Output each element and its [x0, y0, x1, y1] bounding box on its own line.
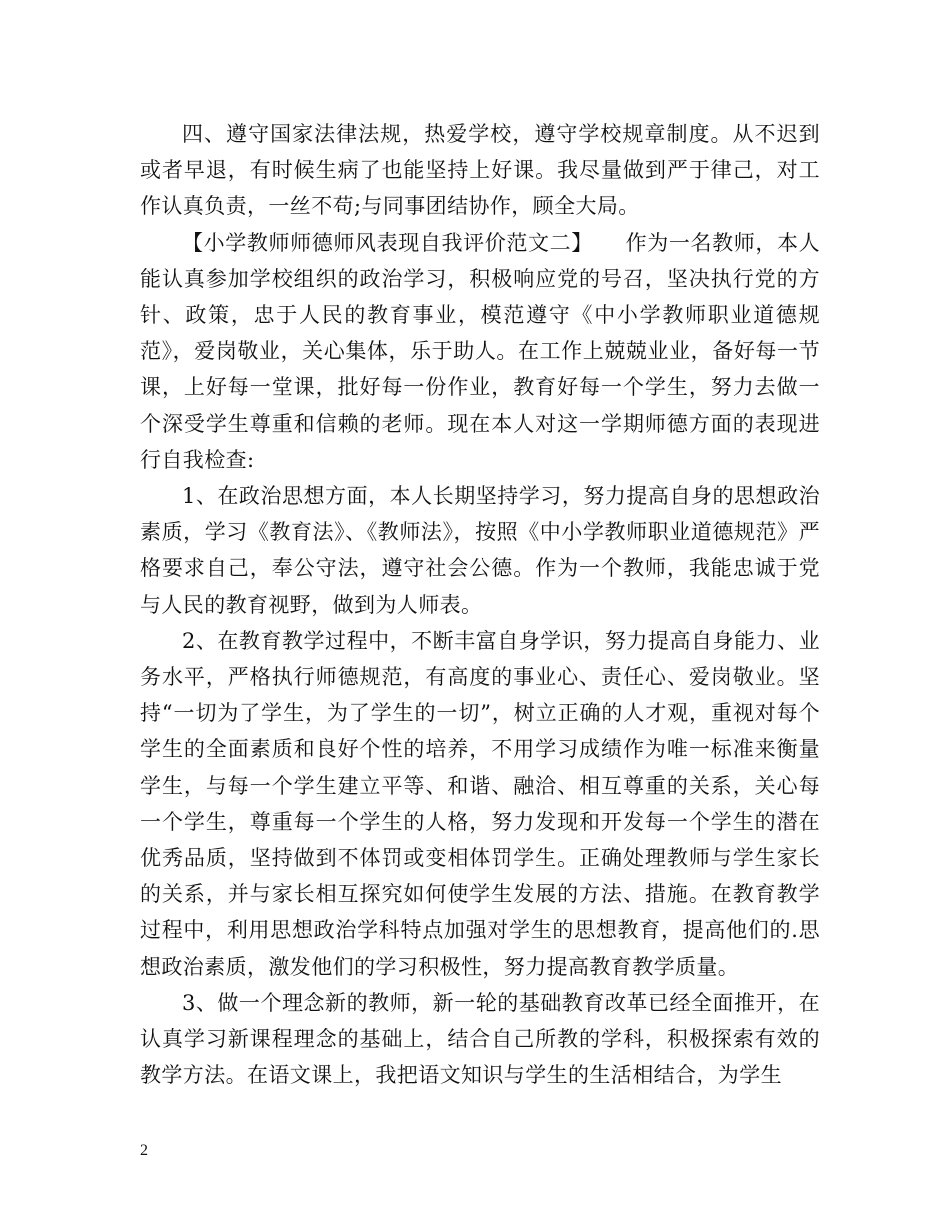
heading-gap	[582, 231, 625, 255]
paragraph-section-two-intro	[140, 225, 820, 478]
document-body	[140, 116, 820, 1093]
paragraph-point-two: 2、在教育教学过程中，不断丰富自身学识，努力提高自身能力、业务水平，严格执行师德规范，有高度的事业心、责任心、爱岗敬业。坚持“一切为了学生，为了学生的一切”，树立正确的人才观，重视对每个学生的全面素质和良好个性的培养，不用学习成绩作为唯一标准来衡量学生，与每一个学生建立平等、和谐、融洽、相互尊重的关系，关心每一个学生，尊重每一个学生的人格，努力发现和开发每一个学生的潜在优秀品质，坚持做到不体罚或变相体罚学生。正确处理教师与学生家长的关系，并与家长相互探究如何使学生发展的方法、措施。在教育教学过程中，利用思想政治学科特点加强对学生的思想教育，提高他们的.思想政治素质，激发他们的学习积极性，努力提高教育教学质量。	[140, 628, 820, 979]
section-intro-text: 作为一名教师，本人能认真参加学校组织的政治学习，积极响应党的号召，坚决执行党的方针、政策，忠于人民的教育事业，模范遵守《中小学教师职业道德规范》，爱岗敬业，关心集体，乐于助人。在工作上兢兢业业，备好每一节课，上好每一堂课，批好每一份作业，教育好每一个学生，努力去做一个深受学生尊重和信赖的老师。现在本人对这一学期师德方面的表现进行自我检查:	[140, 230, 820, 472]
page-number: 2	[140, 1142, 148, 1159]
paragraph-point-three: 3、做一个理念新的教师，新一轮的基础教育改革已经全面推开，在认真学习新课程理念的基础上，结合自己所教的学科，积极探索有效的教学方法。在语文课上，我把语文知识与学生的生活相结合，为学生	[140, 990, 820, 1088]
section-heading: 【小学教师师德师风表现自我评价范文二】	[182, 230, 583, 255]
paragraph-point-one: 1、在政治思想方面，本人长期坚持学习，努力提高自身的思想政治素质，学习《教育法》、《教师法》，按照《中小学教师职业道德规范》严格要求自己，奉公守法，遵守社会公德。作为一个教师，我能忠诚于党与人民的教育视野，做到为人师表。	[140, 484, 820, 617]
paragraph-rule-four: 四、遵守国家法律法规，热爱学校，遵守学校规章制度。从不迟到或者早退，有时候生病了也能坚持上好课。我尽量做到严于律己，对工作认真负责，一丝不苟;与同事团结协作，顾全大局。	[140, 122, 820, 219]
